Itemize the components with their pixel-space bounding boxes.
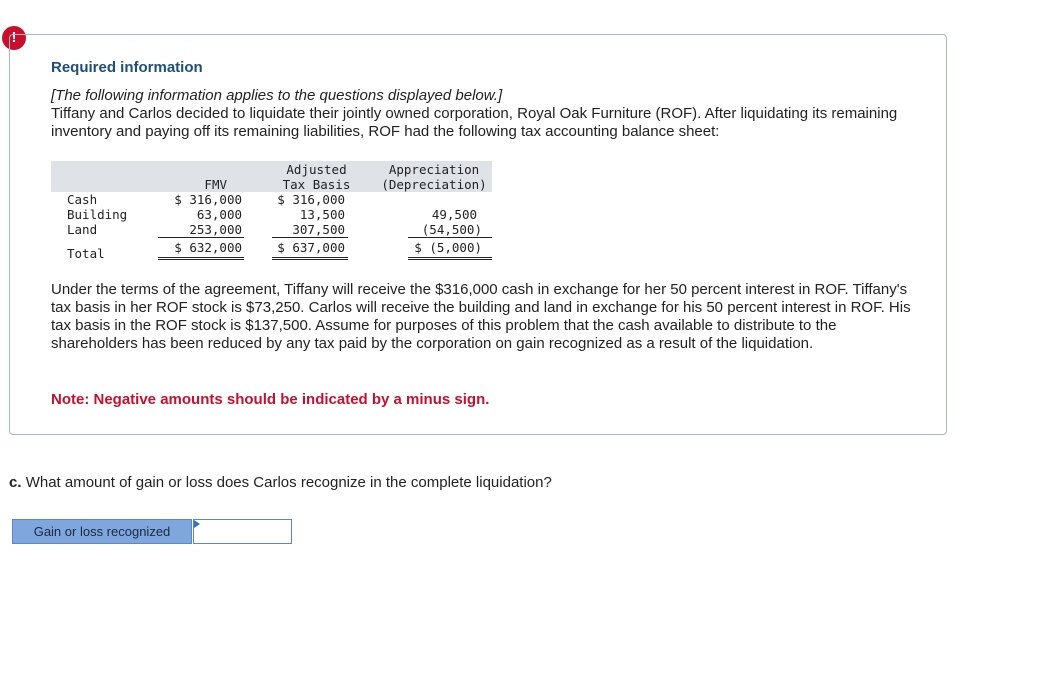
total-rule-fmv bbox=[158, 237, 244, 238]
alert-icon: ! bbox=[2, 26, 26, 50]
question-text: What amount of gain or loss does Carlos recognize in the complete liquidation? bbox=[25, 474, 552, 491]
row-fmv-cash: $ 316,000 bbox=[174, 192, 242, 207]
row-basis-building: 13,500 bbox=[299, 207, 345, 222]
row-label-land: Land bbox=[67, 222, 98, 237]
row-basis-cash: $ 316,000 bbox=[277, 192, 345, 207]
intro-paragraph: Tiffany and Carlos decided to liquidate their jointly owned corporation, Royal Oak Furniture (ROF). After liquidating its remaining inventory and paying off its remaining liabilities, ROF had the following tax accounting balance sheet: bbox=[51, 105, 898, 140]
row-appr-building: 49,500 bbox=[431, 207, 477, 222]
answer-label: Gain or loss recognized bbox=[12, 519, 192, 544]
row-label-cash: Cash bbox=[67, 192, 98, 207]
row-label-total: Total bbox=[67, 246, 105, 261]
input-indicator-icon bbox=[194, 520, 200, 528]
row-fmv-total: $ 632,000 bbox=[174, 240, 242, 255]
row-fmv-land: 253,000 bbox=[189, 222, 242, 237]
double-rule-appr-2 bbox=[408, 259, 492, 260]
question-prefix: c. bbox=[9, 474, 22, 491]
header-appreciation-line1: Appreciation bbox=[388, 162, 480, 177]
row-fmv-building: 63,000 bbox=[196, 207, 242, 222]
total-rule-basis bbox=[272, 237, 348, 238]
double-rule-fmv-1 bbox=[158, 257, 244, 258]
required-information-title: Required information bbox=[51, 59, 203, 76]
gain-or-loss-input[interactable] bbox=[193, 519, 292, 544]
negative-amount-note: Note: Negative amounts should be indicated by a minus sign. bbox=[51, 391, 490, 408]
intro-note: [The following information applies to the questions displayed below.] bbox=[51, 87, 503, 104]
header-basis-line2: Tax Basis bbox=[282, 177, 351, 192]
question-c bbox=[9, 474, 552, 491]
scenario-paragraph: Under the terms of the agreement, Tiffany will receive the $316,000 cash in exchange for her 50 percent interest in ROF. Tiffany's tax basis in her ROF stock is $73,250. Carlos will receive the building and land in exchange for his 50 percent interest in ROF. His tax basis in the ROF stock is $137,500. Assume for purposes of this problem that the cash available to distribute to the shareholders has been reduced by any tax paid by the corporation on gain recognized as a result of the liquidation. bbox=[51, 281, 911, 352]
row-basis-total: $ 637,000 bbox=[277, 240, 345, 255]
header-appreciation-line2: (Depreciation) bbox=[381, 177, 487, 192]
header-basis-line1: Adjusted bbox=[286, 162, 347, 177]
double-rule-fmv-2 bbox=[158, 259, 244, 260]
header-fmv: FMV bbox=[204, 177, 227, 192]
double-rule-basis-1 bbox=[272, 257, 348, 258]
row-appr-land: (54,500) bbox=[421, 222, 482, 237]
total-rule-appr bbox=[408, 237, 492, 238]
row-appr-total: $ (5,000) bbox=[414, 240, 482, 255]
row-label-building: Building bbox=[67, 207, 128, 222]
row-basis-land: 307,500 bbox=[292, 222, 345, 237]
double-rule-appr-1 bbox=[408, 257, 492, 258]
double-rule-basis-2 bbox=[272, 259, 348, 260]
